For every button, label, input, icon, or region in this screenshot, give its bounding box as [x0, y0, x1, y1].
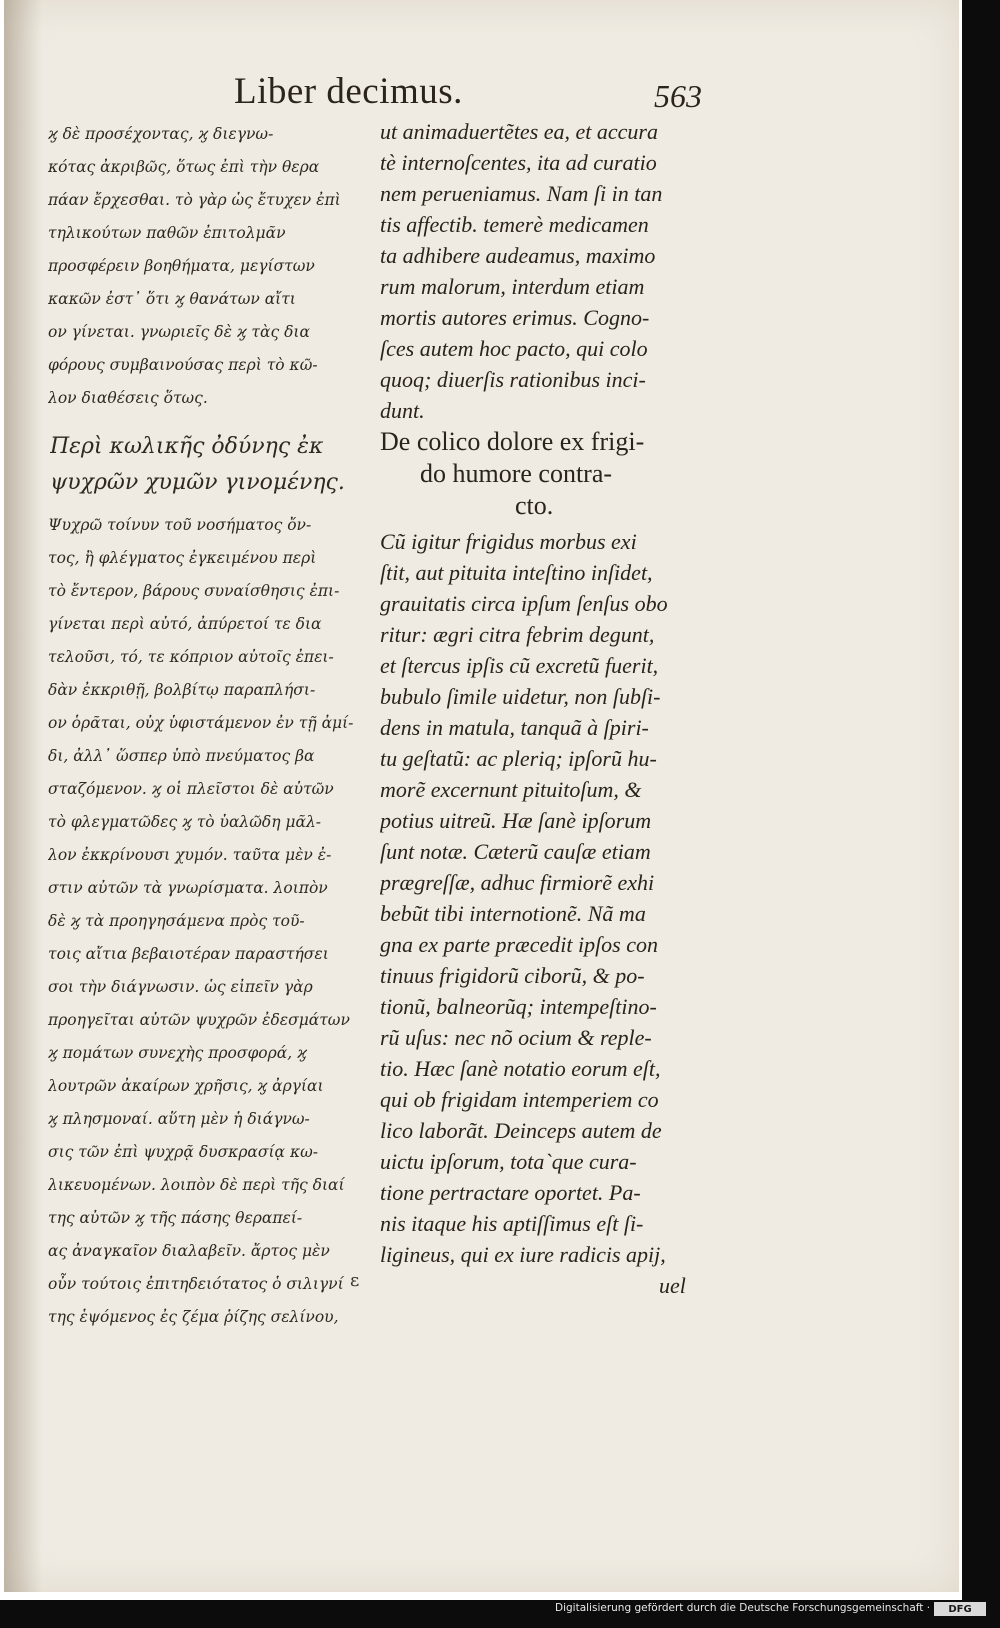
text-line: et ſtercus ipſis cũ excretũ fuerit,: [380, 653, 659, 678]
book-page: [4, 0, 959, 1592]
latin-text-body: [380, 526, 700, 1270]
text-line: ſunt notæ. Cæterũ cauſæ etiam: [380, 839, 651, 864]
text-line: mortis autores erimus. Cogno-: [380, 305, 650, 330]
text-line: τὸ φλεγματῶδες ϗ τὸ ὑαλῶδη μᾶλ-: [48, 813, 322, 831]
text-line: tionũ, balneorũq; intempeſtino-: [380, 994, 657, 1019]
text-line: της ἑψόμενος ἐς ζέμα ῥίζης σελίνου,: [48, 1308, 339, 1326]
text-line: τελοῦσι, τό, τε κόπριον αὐτοῖς ἐπει-: [48, 648, 334, 666]
text-line: λον διαθέσεις ὅτως.: [48, 389, 208, 407]
dfg-logo: DFG: [934, 1602, 986, 1616]
text-line: De colico dolore ex frigi-: [380, 427, 645, 456]
text-line: ϗ δὲ προσέχοντας, ϗ διεγνω-: [48, 125, 274, 143]
text-line: ta adhibere audeamus, maximo: [380, 243, 656, 268]
text-line: gna ex parte præcedit ipſos con: [380, 932, 659, 957]
text-line: ſces autem hoc pacto, qui colo: [380, 336, 648, 361]
text-line: tione pertractare oportet. Pa-: [380, 1180, 641, 1205]
text-line: morẽ excernunt pituitoſum, &: [380, 777, 642, 802]
text-line: σις τῶν ἐπὶ ψυχρᾷ δυσκρασίᾳ κω-: [48, 1143, 318, 1161]
text-line: προσφέρειν βοηθήματα, μεγίστων: [48, 257, 315, 275]
text-line: rum malorum, interdum etiam: [380, 274, 645, 299]
text-line: tè internoſcentes, ita ad curatio: [380, 150, 657, 175]
text-line: λικευομένων. λοιπὸν δὲ περὶ τῆς διαί: [48, 1176, 345, 1194]
text-line: prægreſſæ, adhuc firmiorẽ exhi: [380, 870, 655, 895]
text-line: tinuus frigidorũ ciborũ, & po-: [380, 963, 645, 988]
text-line: ut animaduertẽtes ea, et accura: [380, 119, 658, 144]
text-line: tio. Hæc ſanè notatio eorum eſt,: [380, 1056, 661, 1081]
text-line: grauitatis circa ipſum ſenſus obo: [380, 591, 668, 616]
signature-mark: ε: [350, 1270, 360, 1291]
catchword: uel: [659, 1273, 686, 1298]
text-line: Cũ igitur frigidus morbus exi: [380, 529, 637, 554]
text-line: φόρους συμβαινούσας περὶ τὸ κῶ-: [48, 356, 318, 374]
text-line: ον ὁρᾶται, οὐχ ὑφιστάμενον ἐν τῇ ἀμί-: [48, 714, 354, 732]
text-line: nis itaque his aptiſſimus eſt ſi-: [380, 1211, 644, 1236]
greek-text-body: [48, 509, 378, 1334]
text-line: ϗ πλησμοναί. αὕτη μὲν ἡ διάγνω-: [48, 1110, 310, 1128]
text-line: τηλικούτων παθῶν ἐπιτολμᾶν: [48, 224, 286, 242]
page-number: 563: [654, 78, 702, 114]
text-line: dens in matula, tanquã à ſpiri-: [380, 715, 649, 740]
credit-text: Digitalisierung gefördert durch die Deutsche Forschungsgemeinschaft: [555, 1602, 924, 1614]
text-line: ας ἀναγκαῖον διαλαβεῖν. ἄρτος μὲν: [48, 1242, 330, 1260]
text-line: qui ob frigidam intemperiem co: [380, 1087, 659, 1112]
text-line: σοι τὴν διάγνωσιν. ὡς εἰπεῖν γὰρ: [48, 978, 313, 996]
text-line: προηγεῖται αὐτῶν ψυχρῶν ἐδεσμάτων: [48, 1011, 350, 1029]
text-line: τοις αἴτια βεβαιοτέραν παραστήσει: [48, 945, 329, 963]
text-line: tu geſtatũ: ac pleriq; ipſorũ hu-: [380, 746, 657, 771]
text-line: lico laborãt. Deinceps autem de: [380, 1118, 662, 1143]
text-line: στιν αὐτῶν τὰ γνωρίσματα. λοιπὸν: [48, 879, 328, 897]
text-line: rũ uſus: nec nõ ocium & reple-: [380, 1025, 652, 1050]
text-line: nem perueniamus. Nam ſi in tan: [380, 181, 663, 206]
latin-section-heading: [380, 426, 700, 522]
text-line: bubulo ſimile uidetur, non ſubſi-: [380, 684, 661, 709]
text-line: γίνεται περὶ αὐτό, ἀπύρετοί τε δια: [48, 615, 322, 633]
latin-column: [380, 116, 700, 1270]
text-line: ον γίνεται. γνωριεῖς δὲ ϗ τὰς δια: [48, 323, 310, 341]
text-line: do humore contra-: [420, 459, 613, 488]
greek-column: [48, 118, 378, 1334]
text-line: cto.: [515, 491, 554, 520]
text-line: λον ἐκκρίνουσι χυμόν. ταῦτα μὲν ἐ-: [48, 846, 332, 864]
text-line: tis affectib. temerè medicamen: [380, 212, 649, 237]
text-line: uictu ipſorum, tota`que cura-: [380, 1149, 637, 1174]
text-line: Περὶ κωλικῆς ὀδύνης ἐκ: [50, 434, 324, 459]
text-line: δὰν ἐκκριθῇ, βολβίτῳ παραπλήσι-: [48, 681, 316, 699]
digitization-credit: Digitalisierung gefördert durch die Deutsche Forschungsgemeinschaft ·: [555, 1602, 931, 1614]
text-line: ψυχρῶν χυμῶν γινομένης.: [50, 470, 345, 495]
greek-text-top: [48, 118, 378, 415]
text-line: πάαν ἔρχεσθαι. τὸ γὰρ ὡς ἔτυχεν ἐπὶ: [48, 191, 341, 209]
text-line: potius uitreũ. Hæ ſanè ipſorum: [380, 808, 652, 833]
text-line: ϗ πομάτων συνεχὴς προσφορά, ϗ: [48, 1044, 307, 1062]
text-line: δι, ἀλλ᾽ ὥσπερ ὑπὸ πνεύματος βα: [48, 747, 315, 765]
text-line: λουτρῶν ἀκαίρων χρῆσις, ϗ ἀργίαι: [48, 1077, 324, 1095]
text-line: dunt.: [380, 398, 425, 423]
text-line: Ψυχρῶ τοίνυν τοῦ νοσήματος ὄν-: [48, 516, 312, 534]
text-line: σταζόμενον. ϗ οἱ πλεῖστοι δὲ αὐτῶν: [48, 780, 334, 798]
text-line: quoq; diuerſis rationibus inci-: [380, 367, 646, 392]
text-line: κακῶν ἐστ᾽ ὅτι ϗ θανάτων αἴτι: [48, 290, 296, 308]
latin-text-top: [380, 116, 700, 426]
text-line: ligineus, qui ex iure radicis apij,: [380, 1242, 666, 1267]
greek-section-heading: [50, 429, 378, 501]
text-line: δὲ ϗ τὰ προηγησάμενα πρὸς τοῦ-: [48, 912, 305, 930]
text-line: οὖν τούτοις ἐπιτηδειότατος ὁ σιλιγνί: [48, 1275, 344, 1293]
text-line: τος, ἢ φλέγματος ἐγκειμένου περὶ: [48, 549, 317, 567]
running-title: Liber decimus.: [234, 71, 463, 112]
text-line: ritur: ægri citra febrim degunt,: [380, 622, 655, 647]
text-line: της αὐτῶν ϗ τῆς πάσης θεραπεί-: [48, 1209, 303, 1227]
text-line: ſtit, aut pituita inteſtino inſidet,: [380, 560, 653, 585]
text-line: bebũt tibi internotionẽ. Nã ma: [380, 901, 646, 926]
text-line: κότας ἀκριβῶς, ὅτως ἐπὶ τὴν θερα: [48, 158, 320, 176]
text-line: τὸ ἔντερον, βάρους συναίσθησις ἐπι-: [48, 582, 340, 600]
